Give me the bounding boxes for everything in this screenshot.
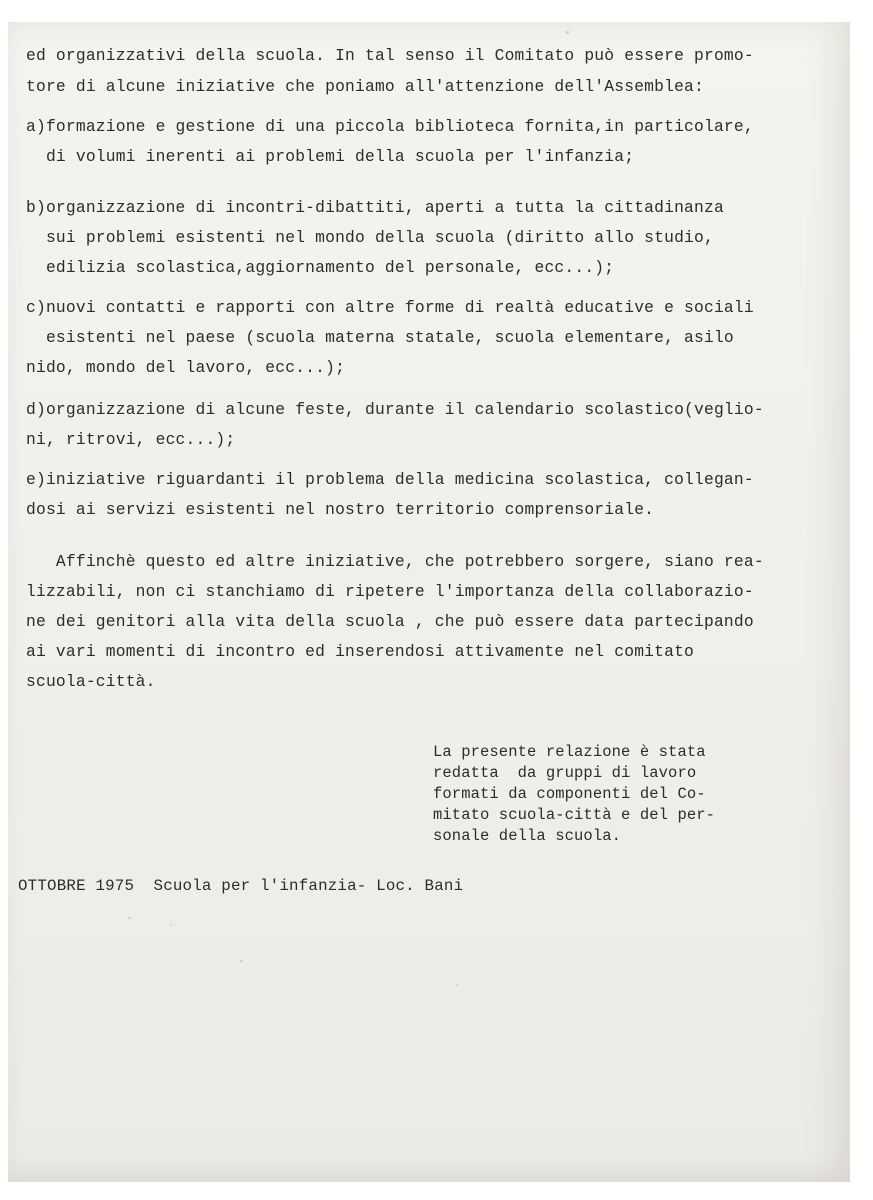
signature-line: mitato scuola-città e del per- [433,806,716,824]
body-line: b)organizzazione di incontri-dibattiti, aperti a tutta la cittadinanza [26,198,724,217]
body-line: sui problemi esistenti nel mondo della scuola (diritto allo studio, [26,228,714,247]
body-line: nido, mondo del lavoro, ecc...); [26,358,346,377]
body-line: e)iniziative riguardanti il problema della medicina scolastica, collegan- [26,470,754,489]
body-line: di volumi inerenti ai problemi della scuola per l'infanzia; [26,147,635,166]
signature-line: La presente relazione è stata [433,743,706,761]
paper-speck [170,924,172,926]
footer-date-location: OTTOBRE 1975 Scuola per l'infanzia- Loc. Bani [18,877,464,895]
paper-speck [456,984,458,986]
body-line: d)organizzazione di alcune feste, durante il calendario scolastico(veglio- [26,400,764,419]
body-line: c)nuovi contatti e rapporti con altre forme di realtà educative e sociali [26,298,754,317]
body-line: ed organizzativi della scuola. In tal senso il Comitato può essere promo- [26,46,754,65]
document-page [8,22,850,1182]
body-line: ni, ritrovi, ecc...); [26,430,236,449]
body-line: a)formazione e gestione di una piccola biblioteca fornita,in particolare, [26,117,754,136]
body-line: ne dei genitori alla vita della scuola , che può essere data partecipando [26,612,754,631]
body-line: dosi ai servizi esistenti nel nostro territorio comprensoriale. [26,500,655,519]
paper-speck [240,960,243,962]
body-line: esistenti nel paese (scuola materna statale, scuola elementare, asilo [26,328,734,347]
body-line: ai vari momenti di incontro ed inserendosi attivamente nel comitato [26,642,695,661]
body-line: Affinchè questo ed altre iniziative, che potrebbero sorgere, siano rea- [26,552,764,571]
signature-line: sonale della scuola. [433,827,622,845]
signature-line: formati da componenti del Co- [433,785,706,803]
body-line: tore di alcune iniziative che poniamo all'attenzione dell'Assemblea: [26,77,704,96]
paper-speck [566,31,569,34]
signature-line: redatta da gruppi di lavoro [433,764,697,782]
body-line: edilizia scolastica,aggiornamento del personale, ecc...); [26,258,615,277]
body-line: scuola-città. [26,672,156,691]
paper-speck [128,917,131,919]
body-line: lizzabili, non ci stanchiamo di ripetere l'importanza della collaborazio- [26,582,754,601]
